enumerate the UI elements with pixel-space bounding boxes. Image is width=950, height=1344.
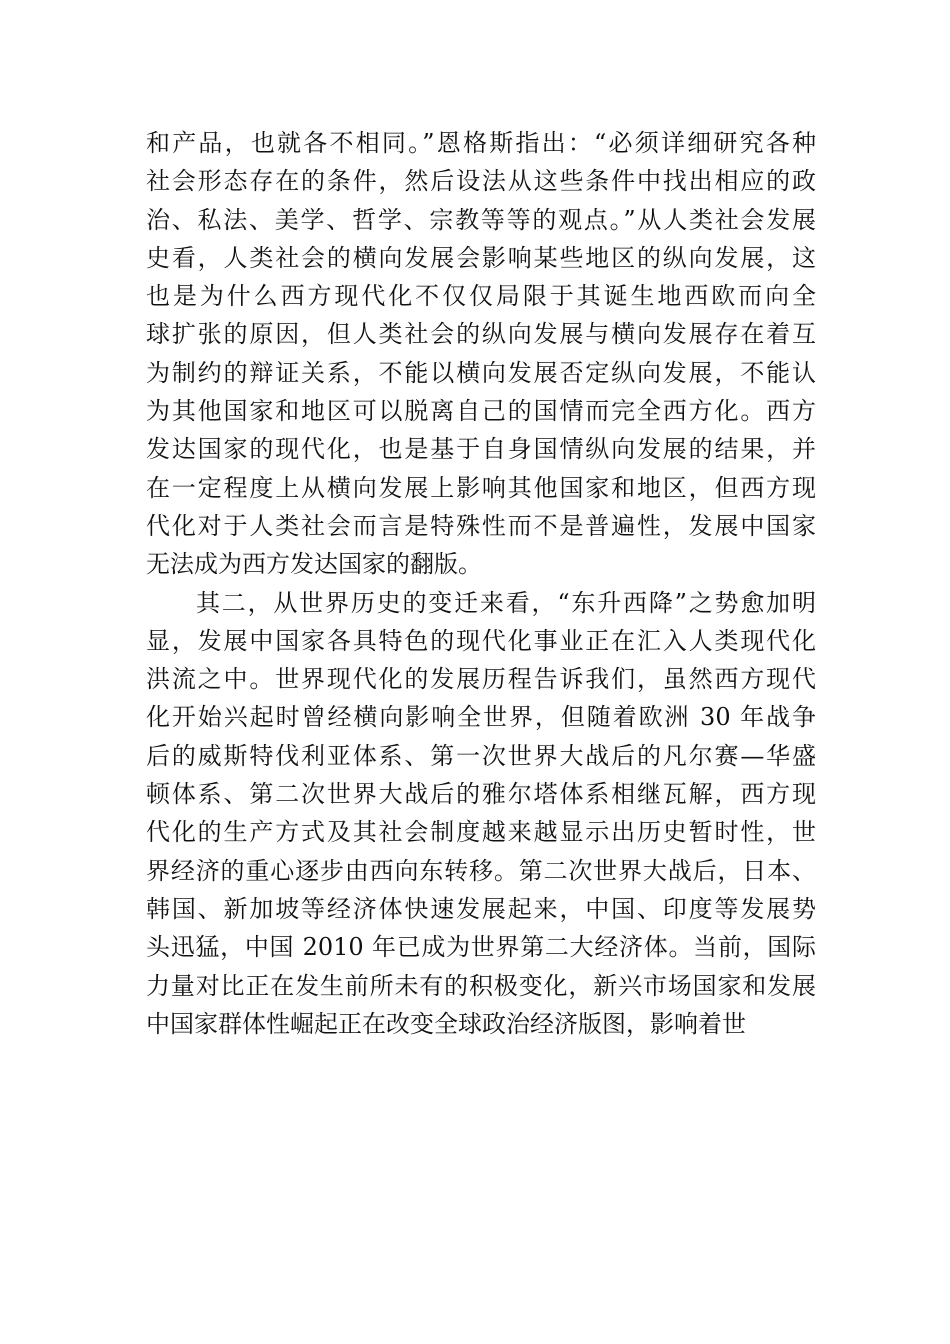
text-line: 在一定程度上从横向发展上影响其他国家和地区，但西方现 bbox=[146, 473, 816, 502]
text-line: 力量对比正在发生前所未有的积极变化，新兴市场国家和发展 bbox=[146, 971, 816, 1000]
text-line: 代化对于人类社会而言是特殊性而不是普遍性，发展中国家 bbox=[146, 511, 816, 540]
text-line: 为其他国家和地区可以脱离自己的国情而完全西方化。西方 bbox=[146, 397, 816, 426]
text-line: 后的威斯特伐利亚体系、第一次世界大战后的凡尔赛—华盛 bbox=[146, 741, 816, 770]
text-line: 发达国家的现代化，也是基于自身国情纵向发展的结果，并 bbox=[146, 435, 816, 464]
text-line: 中国家群体性崛起正在改变全球政治经济版图，影响着世 bbox=[146, 1009, 746, 1038]
text-line: 为制约的辩证关系，不能以横向发展否定纵向发展，不能认 bbox=[146, 358, 816, 387]
text-line: 显，发展中国家各具特色的现代化事业正在汇入人类现代化 bbox=[146, 626, 816, 655]
text-line: 社会形态存在的条件，然后设法从这些条件中找出相应的政 bbox=[146, 167, 816, 196]
text-line: 其二，从世界历史的变迁来看，“东升西降”之势愈加明 bbox=[196, 588, 816, 617]
text-line: 史看，人类社会的横向发展会影响某些地区的纵向发展，这 bbox=[146, 243, 816, 272]
text-line: 和产品，也就各不相同。”恩格斯指出：“必须详细研究各种 bbox=[146, 129, 816, 157]
text-line: 无法成为西方发达国家的翻版。 bbox=[146, 550, 482, 579]
text-line: 头迅猛，中国 2010 年已成为世界第二大经济体。当前，国际 bbox=[146, 933, 816, 962]
text-line: 界经济的重心逐步由西向东转移。第二次世界大战后，日本、 bbox=[146, 856, 816, 885]
text-line: 顿体系、第二次世界大战后的雅尔塔体系相继瓦解，西方现 bbox=[146, 780, 816, 809]
text-line: 洪流之中。世界现代化的发展历程告诉我们，虽然西方现代 bbox=[146, 665, 816, 694]
text-line: 韩国、新加坡等经济体快速发展起来，中国、印度等发展势 bbox=[146, 894, 816, 923]
text-line: 治、私法、美学、哲学、宗教等等的观点。”从人类社会发展 bbox=[146, 205, 816, 234]
text-line: 代化的生产方式及其社会制度越来越显示出历史暂时性，世 bbox=[146, 818, 816, 847]
body-text bbox=[146, 124, 816, 1043]
text-line: 球扩张的原因，但人类社会的纵向发展与横向发展存在着互 bbox=[146, 320, 816, 349]
text-line: 化开始兴起时曾经横向影响全世界，但随着欧洲 30 年战争 bbox=[146, 703, 816, 732]
text-line: 也是为什么西方现代化不仅仅局限于其诞生地西欧而向全 bbox=[146, 282, 816, 311]
